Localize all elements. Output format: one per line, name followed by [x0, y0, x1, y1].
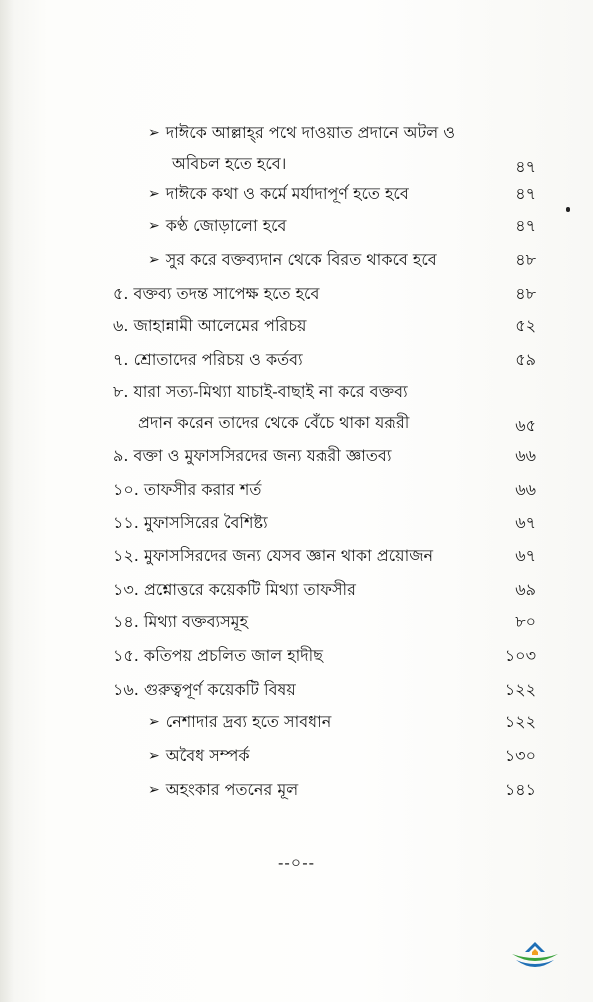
toc-entry-title [148, 711, 331, 734]
arrow-bullet-icon: ➢ [148, 714, 160, 730]
toc-page-number: ৬৭ [515, 513, 536, 532]
arrow-bullet-icon: ➢ [148, 125, 160, 141]
toc-entry-text-continued: প্রদান করেন তাদের থেকে বেঁচে থাকা যরূরী [138, 413, 410, 432]
section-separator: --০-- [277, 853, 316, 872]
toc-entry-title [113, 349, 303, 371]
toc-entry-text: ১৪. মিথ্যা বক্তব্যসমূহ [113, 612, 248, 631]
arrow-bullet-icon: ➢ [148, 252, 160, 268]
toc-entry-text: ১২. মুফাসসিরদের জন্য যেসব জ্ঞান থাকা প্রয়োজন [113, 546, 434, 565]
toc-page-number: ৬৯ [515, 580, 536, 599]
toc-entry-text-continued: অবিচল হতে হবে। [172, 154, 287, 173]
toc-entry-text: সুর করে বক্তব্যদান থেকে বিরত থাকবে হবে [165, 250, 437, 269]
toc-page-number: ৫২ [515, 316, 536, 335]
toc-page-number: ৮০ [515, 612, 536, 631]
toc-entry-text: ১১. মুফাসসিরের বৈশিষ্ট্য [113, 513, 268, 532]
toc-entry-text: ৬. জাহান্নামী আলেমের পরিচয় [113, 316, 307, 335]
toc-entry-title [113, 512, 268, 534]
toc-entry-title [113, 315, 306, 337]
toc-entry-title [113, 545, 433, 567]
toc-page-number: ৪৭ [515, 184, 536, 203]
toc-entry-title [148, 122, 455, 145]
toc-entry-text: দাঈকে কথা ও কর্মে মর্যাদাপূর্ণ হতে হবে [165, 184, 409, 203]
toc-entry-text: কণ্ঠ জোড়ালো হবে [165, 216, 287, 235]
toc-entry-title [113, 445, 391, 467]
toc-page-number: ৬৬ [515, 446, 536, 465]
toc-entry-title [113, 611, 248, 633]
toc-page-number: ৪৮ [515, 250, 536, 269]
toc-page-number: ১৪১ [504, 780, 536, 799]
ink-spot [566, 207, 570, 212]
toc-page-number: ৪৭ [515, 216, 536, 235]
toc-entry-text: দাঈকে আল্লাহ্‌র পথে দাওয়াত প্রদানে অটল ও [165, 123, 456, 142]
toc-page-number: ৫৯ [515, 350, 536, 369]
toc-entry-text: অহংকার পতনের মূল [165, 780, 299, 799]
toc-entry-text: ১৬. গুরুত্বপূর্ণ কয়েকটি বিষয় [113, 680, 296, 699]
arrow-bullet-icon: ➢ [148, 782, 160, 798]
toc-entry-title [148, 779, 298, 802]
arrow-bullet-icon: ➢ [148, 186, 160, 202]
toc-page-number: ১২২ [504, 680, 536, 699]
toc-entry-title [113, 645, 323, 667]
toc-entry-title [113, 381, 408, 403]
toc-entry-text: অবৈধ সম্পর্ক [165, 746, 250, 765]
toc-entry-text: ৫. বক্তব্য তদন্ত সাপেক্ষ হতে হবে [113, 284, 320, 303]
toc-page-number: ৬৬ [515, 480, 536, 499]
toc-entry-text: ১৫. কতিপয় প্রচলিত জাল হাদীছ [113, 646, 323, 665]
toc-entry-title [148, 183, 409, 206]
toc-entry-title [113, 479, 261, 501]
toc-page-number: ১২২ [504, 712, 536, 731]
toc-entry-title [148, 215, 286, 238]
toc-entry-title [148, 249, 437, 272]
toc-page-number: ১৩০ [504, 746, 536, 765]
arrow-bullet-icon: ➢ [148, 748, 160, 764]
toc-page-number: ৪৮ [515, 284, 536, 303]
toc-entry-text: ১৩. প্রশ্নোত্তরে কয়েকটি মিথ্যা তাফসীর [113, 580, 356, 599]
toc-page-number: ৬৭ [515, 546, 536, 565]
arrow-bullet-icon: ➢ [148, 218, 160, 234]
toc-entry-title [113, 283, 319, 305]
toc-entry-title [113, 679, 296, 701]
toc-entry-text: ৮. যারা সত্য-মিথ্যা যাচাই-বাছাই না করে বক্তব্য [113, 382, 408, 401]
toc-entry-title [113, 579, 356, 601]
toc-entry-text: ৭. শ্রোতাদের পরিচয় ও কর্তব্য [113, 350, 303, 369]
toc-entry-text: ৯. বক্তা ও মুফাসসিরদের জন্য যরূরী জ্ঞাতব্য [113, 446, 392, 465]
toc-page-number: ৬৫ [515, 416, 536, 435]
publisher-logo-icon [508, 938, 562, 974]
toc-entry-title [148, 745, 250, 768]
toc-entry-text: ১০. তাফসীর করার শর্ত [113, 480, 262, 499]
toc-entry-text: নেশাদার দ্রব্য হতে সাবধান [165, 712, 332, 731]
toc-page-number: ৪৭ [515, 157, 536, 176]
toc-page-number: ১০৩ [504, 646, 536, 665]
